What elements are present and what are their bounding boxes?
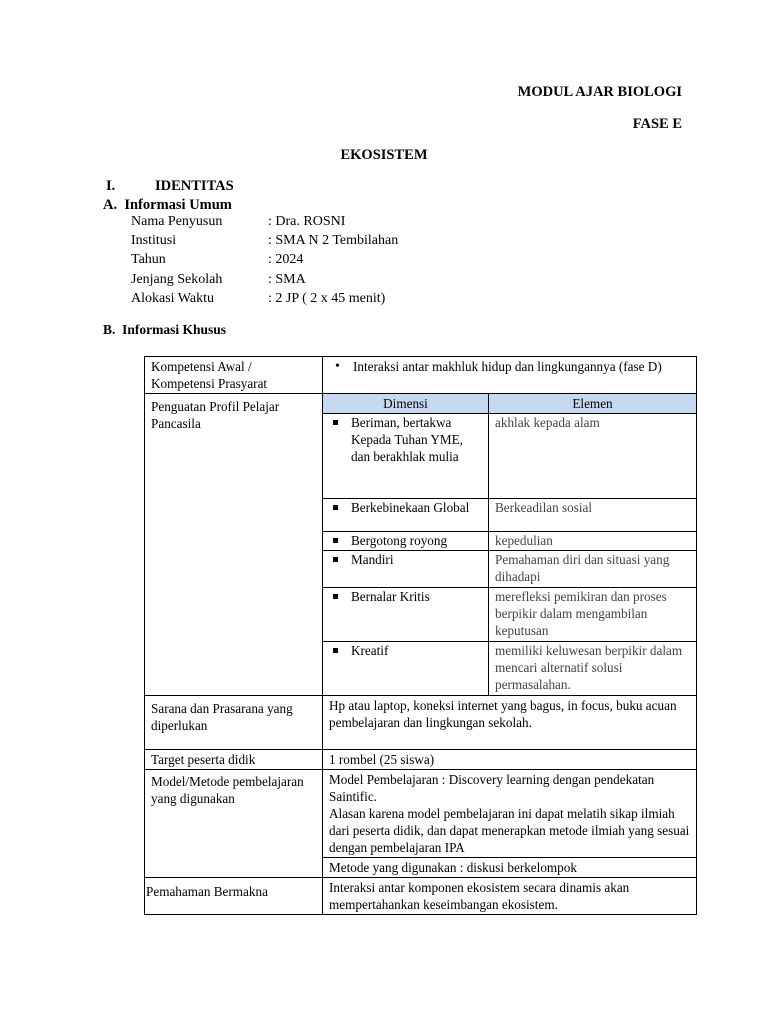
elemen-item: Berkeadilan sosial xyxy=(489,499,697,532)
dimensi-item: Bernalar Kritis xyxy=(329,588,482,605)
info-label: Alokasi Waktu xyxy=(131,291,214,306)
table-row xyxy=(145,394,697,696)
table-row xyxy=(145,695,697,749)
model-cell xyxy=(323,769,697,857)
section-1-number: I. xyxy=(106,178,116,194)
profil-inner-table xyxy=(323,394,696,695)
info-label: Institusi xyxy=(131,233,177,248)
model-value-3: Metode yang digunakan : diskusi berkelompok xyxy=(323,857,697,877)
info-khusus-table xyxy=(144,356,697,915)
section-b-title: B. Informasi Khusus xyxy=(103,322,227,337)
table-row xyxy=(323,532,696,551)
kompetensi-value: • Interaksi antar makhluk hidup dan lingkungannya (fase D) xyxy=(329,358,690,375)
table-row xyxy=(323,499,696,532)
table-row xyxy=(145,357,697,394)
dimensi-item: Kreatif xyxy=(329,642,482,659)
elemen-header: Elemen xyxy=(489,394,697,414)
kompetensi-label: Kompetensi Awal / Kompetensi Prasyarat xyxy=(145,357,323,394)
pemahaman-value: Interaksi antar komponen ekosistem secara dinamis akan mempertahankan keseimbangan ekosistem. xyxy=(323,877,697,914)
sarana-value: Hp atau laptop, koneksi internet yang bagus, in focus, buku acuan pembelajaran dan lingkungan sekolah. xyxy=(323,695,697,749)
dimensi-item: Bergotong royong xyxy=(329,532,482,549)
model-value-1: Model Pembelajaran : Discovery learning dengan pendekatan Saintific. xyxy=(329,771,655,804)
table-row xyxy=(323,551,696,588)
model-label: Model/Metode pembelajaran yang digunakan xyxy=(145,769,323,877)
info-value: : 2024 xyxy=(268,252,304,267)
info-value: : SMA xyxy=(268,272,306,287)
sarana-label: Sarana dan Prasarana yang diperlukan xyxy=(145,695,323,749)
pemahaman-label: Pemahaman Bermakna xyxy=(145,877,323,914)
model-value-2: Alasan karena model pembelajaran ini dapat melatih sikap ilmiah dari peserta didik, dan dapat menerapkan metode ilmiah yang sesuai dengan pembelajaran IPA xyxy=(329,805,690,855)
dimensi-header: Dimensi xyxy=(323,394,489,414)
table-row xyxy=(145,749,697,769)
target-value: 1 rombel (25 siswa) xyxy=(323,749,697,769)
section-a-title: A. Informasi Umum xyxy=(103,197,232,213)
profil-cell xyxy=(323,394,697,696)
elemen-item: Pemahaman diri dan situasi yang dihadapi xyxy=(489,551,697,588)
info-label: Tahun xyxy=(131,252,166,267)
kompetensi-cell xyxy=(323,357,697,394)
dimensi-item: Mandiri xyxy=(329,551,482,568)
info-value: : 2 JP ( 2 x 45 menit) xyxy=(268,291,386,306)
info-label: Nama Penyusun xyxy=(131,214,223,229)
section-1-title: IDENTITAS xyxy=(155,178,234,194)
dimensi-item: Berkebinekaan Global xyxy=(329,499,482,516)
table-row xyxy=(323,414,696,499)
info-label: Jenjang Sekolah xyxy=(131,272,223,287)
table-row xyxy=(323,642,696,695)
target-label: Target peserta didik xyxy=(145,749,323,769)
fase-title: FASE E xyxy=(632,116,682,132)
info-value: : Dra. ROSNI xyxy=(268,214,346,229)
info-value: : SMA N 2 Tembilahan xyxy=(268,233,399,248)
table-row xyxy=(323,588,696,642)
modul-title: MODUL AJAR BIOLOGI xyxy=(517,84,682,100)
profil-label: Penguatan Profil Pelajar Pancasila xyxy=(145,394,323,696)
elemen-item: kepedulian xyxy=(489,532,697,551)
elemen-item: merefleksi pemikiran dan proses berpikir dalam mengambilan keputusan xyxy=(489,588,697,642)
inner-header-row xyxy=(323,394,696,414)
elemen-item: akhlak kepada alam xyxy=(489,414,697,499)
topic-title: EKOSISTEM xyxy=(340,147,428,163)
table-row xyxy=(145,769,697,857)
elemen-item: memiliki keluwesan berpikir dalam mencari alternatif solusi permasalahan. xyxy=(489,642,697,695)
dimensi-item: Beriman, bertakwa Kepada Tuhan YME, dan berakhlak mulia xyxy=(329,414,482,465)
table-row xyxy=(145,877,697,914)
